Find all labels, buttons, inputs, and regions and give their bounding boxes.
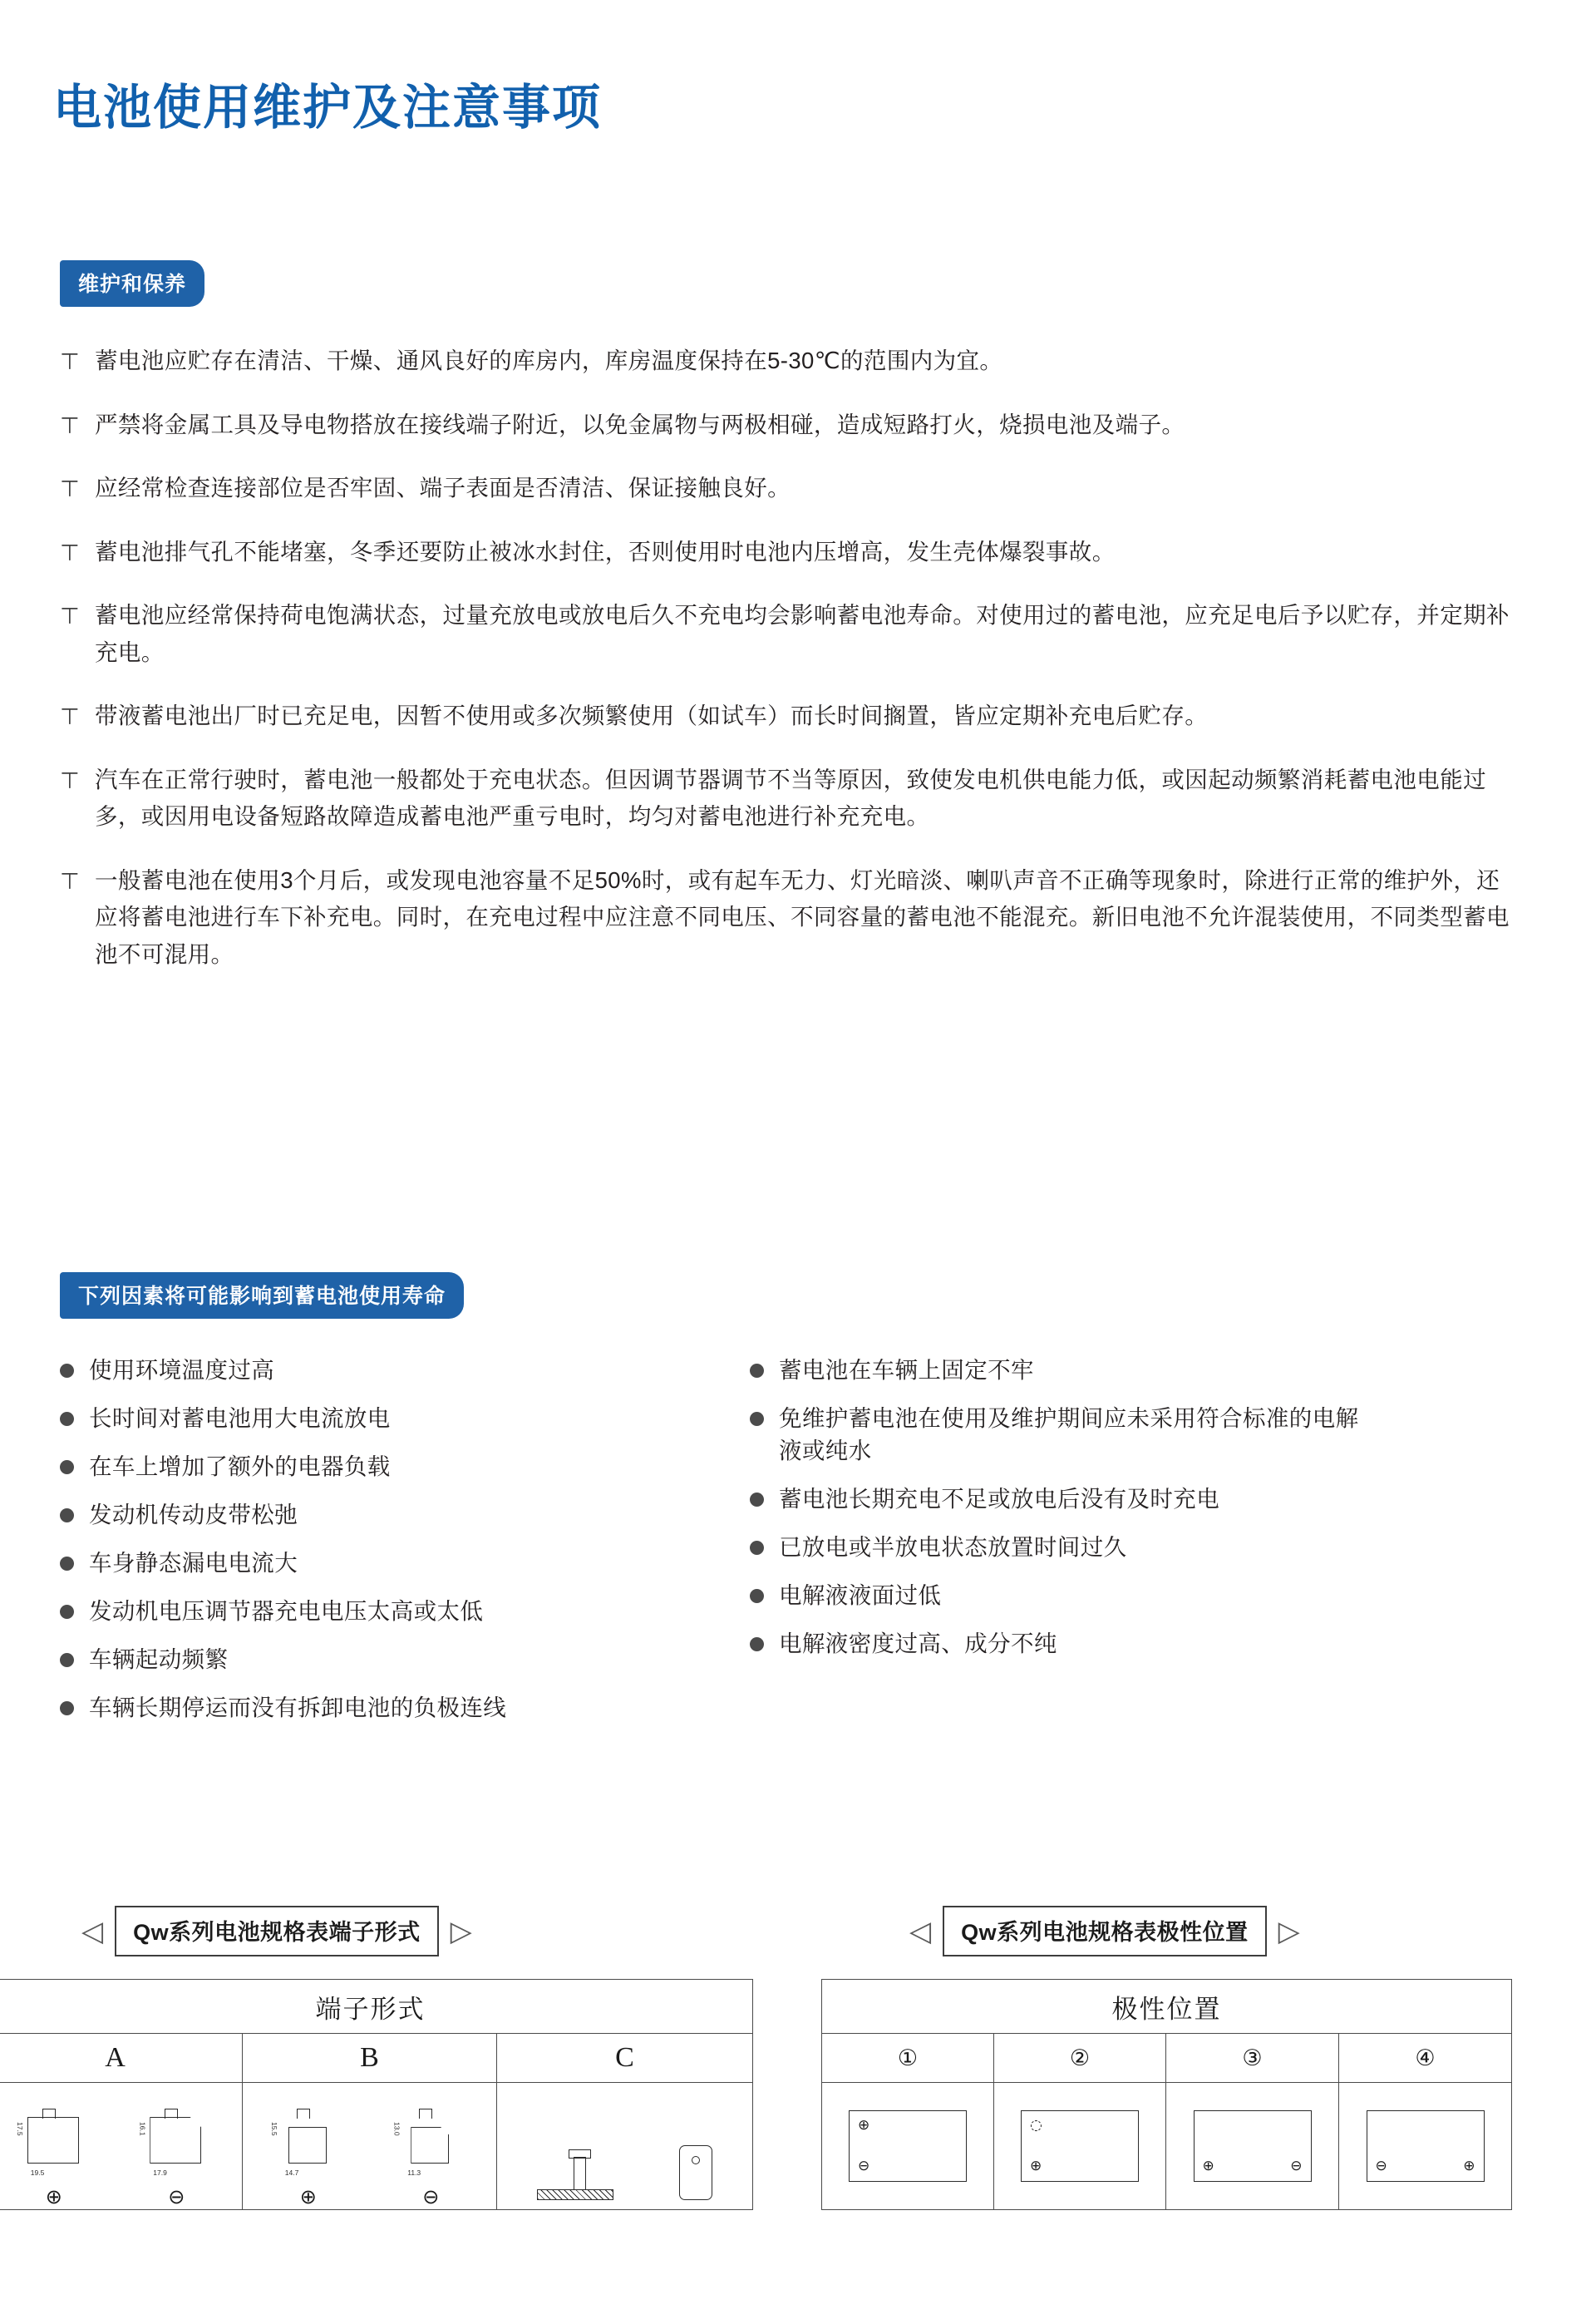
list-item [60, 534, 1523, 571]
polarity-position-table [821, 1979, 1511, 2210]
list-item-text: 在车上增加了额外的电器负载 [89, 1453, 391, 1480]
factors-column-right [750, 1354, 1382, 1739]
bullet-dot-icon [750, 1637, 764, 1651]
dash-marker-icon: ⊤ [60, 412, 80, 439]
prev-arrow-icon[interactable]: ◁ [81, 1914, 104, 1948]
polarity-figure-2 [994, 2083, 1166, 2210]
polarity-minus-icon: ⊖ [168, 2185, 185, 2208]
section-header-factors [60, 1272, 464, 1319]
terminal-c-plate-figure [679, 2145, 712, 2200]
bullet-dot-icon [60, 1364, 74, 1378]
bullet-dot-icon [750, 1412, 764, 1426]
terminal-b-dim-h2: 11.3 [407, 2169, 421, 2177]
dash-marker-icon: ⊤ [60, 604, 80, 630]
battery-outline-icon [1021, 2110, 1139, 2182]
list-item-text: 一般蓄电池在使用3个月后，或发现电池容量不足50%时，或有起车无力、灯光暗淡、喇叭声音不正确等现象时，除进行正常的维护外，还应将蓄电池进行车下补充电。同时，在充电过程中应注意不同电压、不同容量的蓄电池不能混充。新旧电池不允许混装使用，不同类型蓄电池不可混用。 [95, 866, 1510, 968]
terminal-nub-icon [297, 2109, 310, 2119]
terminal-a-positive-figure [14, 2105, 94, 2182]
terminal-table-title: 端子形式 [0, 1980, 753, 2034]
terminal-b-positive-figure [268, 2105, 348, 2182]
list-item [60, 762, 1523, 836]
factors-pill-label: 下列因素将可能影响到蓄电池使用寿命 [60, 1272, 464, 1319]
terminal-b-dim-h: 14.7 [284, 2169, 299, 2177]
column-header-c: C [497, 2034, 753, 2083]
column-header-2: ② [994, 2034, 1166, 2083]
column-header-4: ④ [1339, 2034, 1512, 2083]
list-item [60, 1691, 692, 1724]
page-title: 电池使用维护及注意事项 [53, 81, 603, 135]
polarity-symbol: ⊕ [1202, 2158, 1214, 2174]
list-item-text: 车身静态漏电电流大 [89, 1550, 298, 1576]
polarity-table-tag: Qw系列电池规格表极性位置 [943, 1906, 1267, 1956]
list-item [60, 1354, 692, 1386]
polarity-figure-3 [1166, 2083, 1339, 2210]
battery-outline-icon [849, 2110, 967, 2182]
terminal-a-negative-figure [136, 2105, 216, 2182]
list-item [60, 343, 1523, 380]
list-item-text: 汽车在正常行驶时，蓄电池一般都处于充电状态。但因调节器调节不当等原因，致使发电机供电能力低，或因起动频繁消耗蓄电池电能过多，或因用电设备短路故障造成蓄电池严重亏电时，均匀对蓄电池进行补充充电。 [95, 766, 1486, 830]
terminal-body-icon [411, 2127, 449, 2164]
terminal-body-icon [27, 2117, 79, 2164]
dash-marker-icon: ⊤ [60, 868, 80, 895]
list-item-text: 发动机传动皮带松弛 [89, 1502, 298, 1528]
terminal-table-header [70, 1906, 484, 1956]
list-item-text: 车辆起动频繁 [89, 1646, 229, 1673]
list-item [60, 698, 1523, 735]
polarity-symbol: ⊖ [858, 2158, 870, 2174]
section-header-maintenance [60, 260, 204, 307]
list-item-text: 蓄电池应经常保持荷电饱满状态，过量充放电或放电后久不充电均会影响蓄电池寿命。对使用过的蓄电池，应充足电后予以贮存，并定期补充电。 [95, 602, 1510, 665]
dash-marker-icon: ⊤ [60, 476, 80, 503]
polarity-symbol: ⊖ [1375, 2158, 1387, 2174]
polarity-table-header [898, 1906, 1312, 1956]
maintenance-list [60, 343, 1523, 1000]
list-item [60, 1450, 692, 1483]
prev-arrow-icon[interactable]: ◁ [909, 1914, 932, 1948]
polarity-symbol: ⊕ [858, 2117, 870, 2134]
factors-column-left [60, 1354, 692, 1739]
column-header-1: ① [822, 2034, 994, 2083]
polarity-table-title: 极性位置 [822, 1980, 1512, 2034]
list-item [750, 1627, 1382, 1660]
list-item [60, 1547, 692, 1579]
list-item [60, 862, 1523, 974]
terminal-nub-icon [419, 2109, 432, 2119]
polarity-symbol: ⊕ [1463, 2158, 1475, 2174]
column-header-b: B [243, 2034, 497, 2083]
bullet-dot-icon [750, 1541, 764, 1555]
battery-outline-icon [1194, 2110, 1312, 2182]
list-item [60, 1402, 692, 1434]
list-item [60, 1595, 692, 1627]
list-item-text: 使用环境温度过高 [89, 1357, 275, 1383]
list-item-text: 蓄电池应贮存在清洁、干燥、通风良好的库房内，库房温度保持在5-30℃的范围内为宜。 [95, 348, 1003, 373]
polarity-symbol: ⊕ [1030, 2158, 1042, 2174]
bullet-dot-icon [60, 1508, 74, 1522]
terminal-body-icon [288, 2127, 327, 2164]
bullet-dot-icon [60, 1653, 74, 1667]
bolt-base-hatch-icon [537, 2189, 613, 2200]
polarity-figure-1 [822, 2083, 994, 2210]
bolt-stud-icon [574, 2157, 586, 2190]
terminal-a-dim-v: 17.5 [15, 2122, 24, 2136]
list-item-text: 发动机电压调节器充电电压太高或太低 [89, 1598, 484, 1625]
dash-marker-icon: ⊤ [60, 767, 80, 794]
bullet-dot-icon [750, 1589, 764, 1603]
list-item [750, 1531, 1382, 1563]
list-item [60, 597, 1523, 671]
list-item [750, 1402, 1382, 1467]
bullet-dot-icon [60, 1701, 74, 1715]
polarity-plus-icon: ⊕ [299, 2185, 317, 2208]
list-item-text: 电解液液面过低 [779, 1582, 942, 1609]
terminal-figure-c [497, 2083, 753, 2210]
polarity-plus-icon: ⊕ [45, 2185, 62, 2208]
terminal-a-dim-v2: 16.1 [138, 2122, 147, 2136]
dash-marker-icon: ⊤ [60, 540, 80, 566]
list-item [60, 1498, 692, 1531]
list-item [750, 1483, 1382, 1515]
factors-lists [60, 1354, 1523, 1739]
bullet-dot-icon [60, 1460, 74, 1474]
list-item-text: 带液蓄电池出厂时已充足电，因暂不使用或多次频繁使用（如试车）而长时间搁置，皆应定期补充电后贮存。 [95, 703, 1209, 729]
list-item [750, 1579, 1382, 1611]
terminal-body-icon [150, 2117, 201, 2164]
bullet-dot-icon [750, 1364, 764, 1378]
list-item [60, 407, 1523, 444]
terminal-a-dim-h2: 17.9 [153, 2169, 167, 2177]
terminal-table-tag: Qw系列电池规格表端子形式 [115, 1906, 439, 1956]
bullet-dot-icon [60, 1557, 74, 1571]
polarity-minus-icon: ⊖ [422, 2185, 440, 2208]
battery-outline-icon [1367, 2110, 1485, 2182]
list-item-text: 车辆长期停运而没有拆卸电池的负极连线 [89, 1695, 507, 1721]
terminal-figure-b [243, 2083, 497, 2210]
list-item-text: 蓄电池长期充电不足或放电后没有及时充电 [779, 1486, 1220, 1512]
terminal-b-dim-v2: 13.0 [392, 2122, 401, 2136]
terminal-c-bolt-figure [537, 2142, 628, 2200]
terminal-b-dim-v: 15.5 [269, 2122, 278, 2136]
column-header-3: ③ [1166, 2034, 1339, 2083]
next-arrow-icon[interactable]: ▷ [450, 1914, 472, 1948]
terminal-a-dim-h: 19.5 [30, 2169, 45, 2177]
list-item-text: 蓄电池在车辆上固定不牢 [779, 1357, 1034, 1383]
next-arrow-icon[interactable]: ▷ [1278, 1914, 1300, 1948]
list-item [60, 470, 1523, 507]
bullet-dot-icon [60, 1605, 74, 1619]
dash-marker-icon: ⊤ [60, 349, 80, 375]
list-item-text: 严禁将金属工具及导电物搭放在接线端子附近，以免金属物与两极相碰，造成短路打火，烧损电池及端子。 [95, 411, 1185, 437]
bullet-dot-icon [60, 1412, 74, 1426]
list-item-text: 电解液密度过高、成分不纯 [779, 1631, 1057, 1657]
polarity-symbol: ⊖ [1290, 2158, 1303, 2174]
dash-marker-icon: ⊤ [60, 704, 80, 731]
polarity-figure-4 [1339, 2083, 1512, 2210]
list-item-text: 应经常检查连接部位是否牢固、端子表面是否清洁、保证接触良好。 [95, 475, 791, 501]
list-item [750, 1354, 1382, 1386]
list-item-text: 已放电或半放电状态放置时间过久 [779, 1534, 1127, 1561]
list-item [60, 1643, 692, 1675]
list-item-text: 蓄电池排气孔不能堵塞，冬季还要防止被冰水封住，否则使用时电池内压增高，发生壳体爆裂事故。 [95, 538, 1116, 565]
terminal-b-negative-figure [391, 2105, 470, 2182]
column-header-a: A [0, 2034, 243, 2083]
bullet-dot-icon [750, 1493, 764, 1507]
terminal-type-table [0, 1979, 752, 2210]
list-item-text: 免维护蓄电池在使用及维护期间应未采用符合标准的电解液或纯水 [779, 1405, 1359, 1464]
list-item-text: 长时间对蓄电池用大电流放电 [89, 1405, 391, 1432]
maintenance-pill-label: 维护和保养 [60, 260, 204, 307]
terminal-figure-a [0, 2083, 243, 2210]
polarity-symbol: ◌ [1030, 2117, 1042, 2134]
